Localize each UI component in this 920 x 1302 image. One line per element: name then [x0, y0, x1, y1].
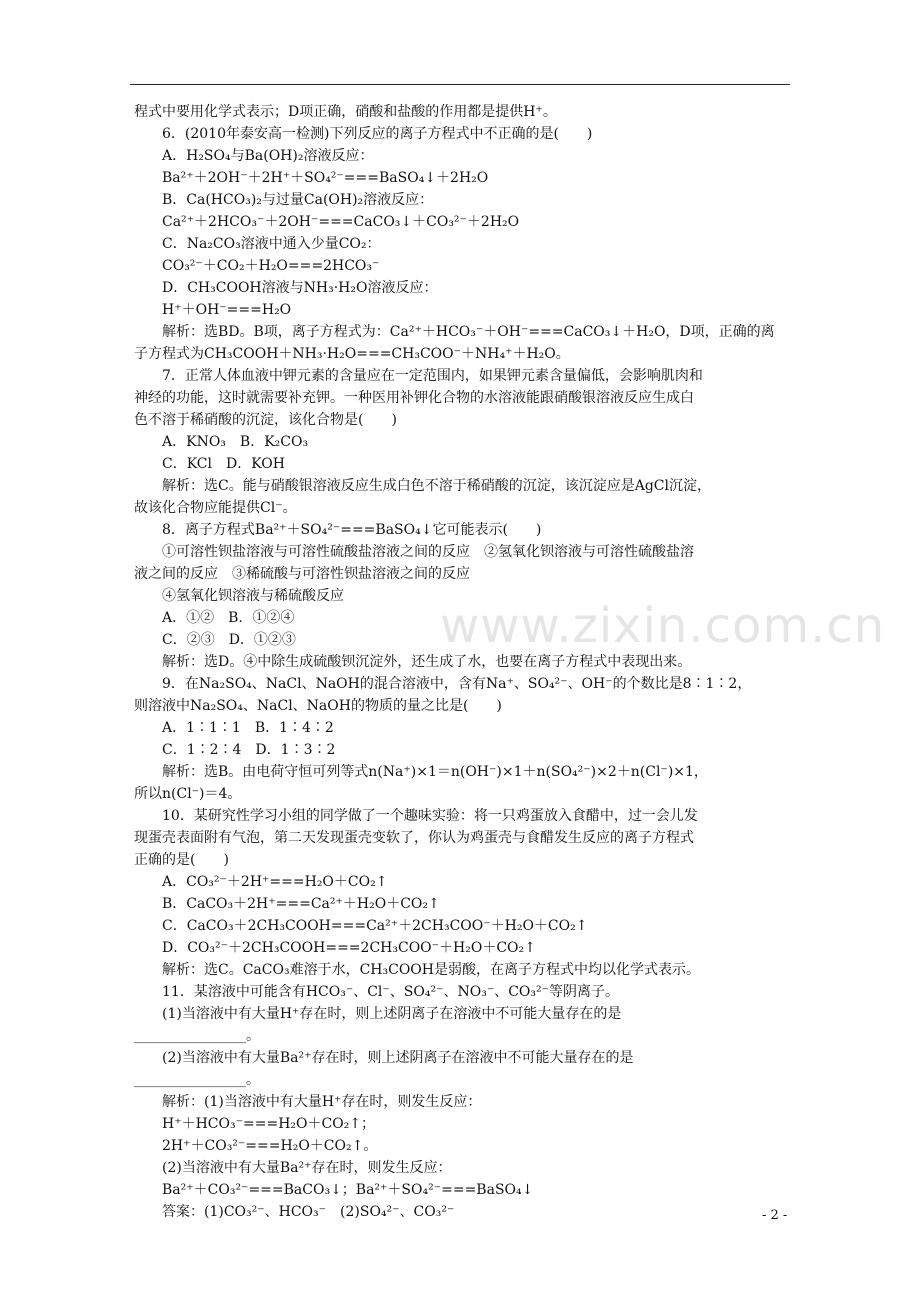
text-line: 7．正常人体血液中钾元素的含量应在一定范围内，如果钾元素含量偏低，会影响肌肉和 [162, 368, 703, 384]
text-line: A．KNO₃ B．K₂CO₃ [162, 434, 309, 450]
header-rule [130, 84, 790, 85]
text-line: 神经的功能，这时就需要补充钾。一种医用补钾化合物的水溶液能跟硝酸银溶液反应生成白 [134, 390, 694, 406]
text-line: 程式中要用化学式表示；D项正确，硝酸和盐酸的作用都是提供H⁺。 [134, 104, 557, 120]
text-line: 色不溶于稀硝酸的沉淀，该化合物是( ) [134, 412, 397, 428]
text-line: 8．离子方程式Ba²⁺＋SO₄²⁻===BaSO₄↓它可能表示( ) [162, 522, 542, 538]
text-line: CO₃²⁻＋CO₂＋H₂O===2HCO₃⁻ [162, 258, 380, 274]
text-line: H⁺＋HCO₃⁻===H₂O＋CO₂↑； [162, 1116, 376, 1132]
text-line: D．CH₃COOH溶液与NH₃·H₂O溶液反应： [162, 280, 438, 296]
text-line: 子方程式为CH₃COOH＋NH₃·H₂O===CH₃COO⁻＋NH₄⁺＋H₂O。 [134, 346, 570, 362]
text-line: A．①② B．①②④ [162, 610, 295, 626]
text-line: 答案：(1)CO₃²⁻、HCO₃⁻ (2)SO₄²⁻、CO₃²⁻ [162, 1204, 455, 1220]
page-number: - 2 - [762, 1208, 788, 1223]
text-line: B．CaCO₃＋2H⁺===Ca²⁺＋H₂O＋CO₂↑ [162, 896, 440, 912]
text-line: ①可溶性钡盐溶液与可溶性硫酸盐溶液之间的反应 ②氢氧化钡溶液与可溶性硫酸盐溶 [162, 544, 694, 560]
text-line: 解析：选C。能与硝酸银溶液反应生成白色不溶于稀硝酸的沉淀，该沉淀应是AgCl沉淀， [162, 478, 711, 494]
text-line: C．②③ D．①②③ [162, 632, 296, 648]
text-line: 所以n(Cl⁻)＝4。 [134, 786, 242, 802]
text-line: ________________。 [134, 1072, 260, 1088]
text-line: Ba²⁺＋2OH⁻＋2H⁺＋SO₄²⁻===BaSO₄↓＋2H₂O [162, 170, 489, 186]
text-line: D．CO₃²⁻＋2CH₃COOH===2CH₃COO⁻＋H₂O＋CO₂↑ [162, 940, 536, 956]
text-line: (1)当溶液中有大量H⁺存在时，则上述阴离子在溶液中不可能大量存在的是 [162, 1006, 622, 1022]
text-line: 则溶液中Na₂SO₄、NaCl、NaOH的物质的量之比是( ) [134, 698, 502, 714]
text-line: ________________。 [134, 1028, 260, 1044]
text-line: A．H₂SO₄与Ba(OH)₂溶液反应： [162, 148, 374, 164]
text-line: (2)当溶液中有大量Ba²⁺存在时，则上述阴离子在溶液中不可能大量存在的是 [162, 1050, 634, 1066]
text-line: (2)当溶液中有大量Ba²⁺存在时，则发生反应： [162, 1160, 452, 1176]
text-line: 解析：选D。④中除生成硫酸钡沉淀外，还生成了水，也要在离子方程式中表现出来。 [162, 654, 692, 670]
text-line: H⁺＋OH⁻===H₂O [162, 302, 292, 318]
text-line: 10．某研究性学习小组的同学做了一个趣味实验：将一只鸡蛋放入食醋中，过一会儿发 [162, 808, 698, 824]
text-line: 故该化合物应能提供Cl⁻。 [134, 500, 297, 516]
text-line: 正确的是( ) [134, 852, 229, 868]
text-line: B．Ca(HCO₃)₂与过量Ca(OH)₂溶液反应： [162, 192, 434, 208]
text-line: Ba²⁺＋CO₃²⁻===BaCO₃↓；Ba²⁺＋SO₄²⁻===BaSO₄↓ [162, 1182, 534, 1198]
text-line: 解析：(1)当溶液中有大量H⁺存在时，则发生反应： [162, 1094, 482, 1110]
text-line: 解析：选C。CaCO₃难溶于水，CH₃COOH是弱酸，在离子方程式中均以化学式表示。 [162, 962, 700, 978]
text-line: 6．(2010年泰安高一检测)下列反应的离子方程式中不正确的是( ) [162, 126, 593, 142]
text-line: ④氢氧化钡溶液与稀硫酸反应 [162, 588, 344, 604]
document-body [134, 101, 790, 1223]
text-line: C．1∶2∶4 D．1∶3∶2 [162, 742, 336, 758]
text-line: 解析：选B。由电荷守恒可列等式n(Na⁺)×1＝n(OH⁻)×1＋n(SO₄²⁻)×2＋n(Cl⁻)×1， [162, 764, 708, 780]
text-line: A．CO₃²⁻＋2H⁺===H₂O＋CO₂↑ [162, 874, 388, 890]
text-line: C．Na₂CO₃溶液中通入少量CO₂： [162, 236, 381, 252]
text-line: 现蛋壳表面附有气泡，第二天发现蛋壳变软了，你认为鸡蛋壳与食醋发生反应的离子方程式 [134, 830, 694, 846]
text-line: 11．某溶液中可能含有HCO₃⁻、Cl⁻、SO₄²⁻、NO₃⁻、CO₃²⁻等阴离子。 [162, 984, 620, 1000]
text-line: C．CaCO₃＋2CH₃COOH===Ca²⁺＋2CH₃COO⁻＋H₂O＋CO₂↑ [162, 918, 588, 934]
text-line: A．1∶1∶1 B．1∶4∶2 [162, 720, 334, 736]
text-line: 液之间的反应 ③稀硫酸与可溶性钡盐溶液之间的反应 [134, 566, 470, 582]
text-line: 2H⁺＋CO₃²⁻===H₂O＋CO₂↑。 [162, 1138, 378, 1154]
text-line: 解析：选BD。B项，离子方程式为：Ca²⁺＋HCO₃⁻＋OH⁻===CaCO₃↓＋H₂O，D项，正确的离 [162, 324, 775, 340]
watermark: www.zixin.com.cn [440, 598, 886, 654]
text-line: C．KCl D．KOH [162, 456, 285, 472]
text-line: Ca²⁺＋2HCO₃⁻＋2OH⁻===CaCO₃↓＋CO₃²⁻＋2H₂O [162, 214, 520, 230]
text-line: 9．在Na₂SO₄、NaCl、NaOH的混合溶液中，含有Na⁺、SO₄²⁻、OH⁻的个数比是8∶1∶2， [162, 676, 752, 692]
